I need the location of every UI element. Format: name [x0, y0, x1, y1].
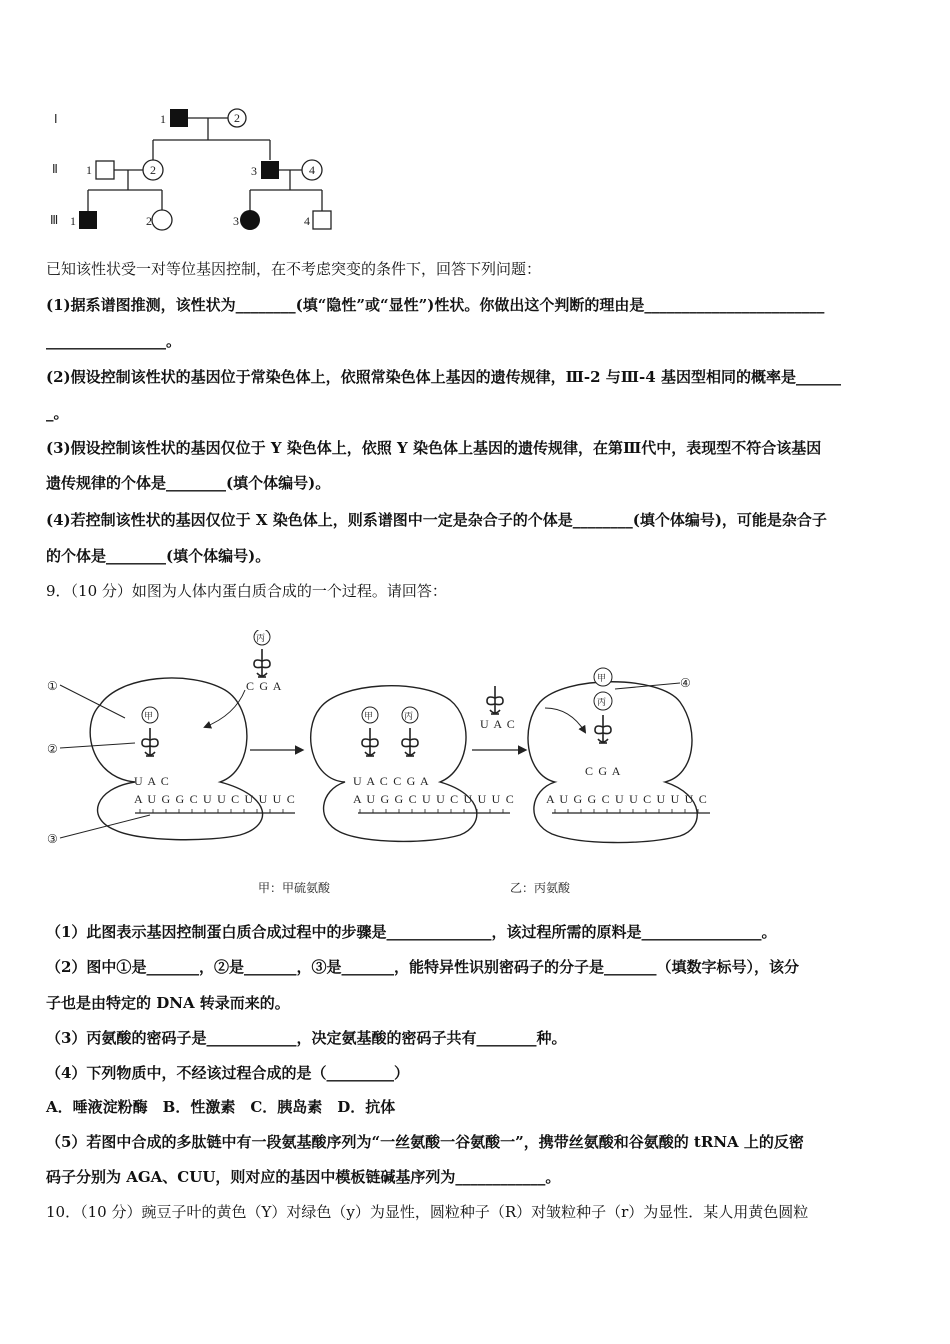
ribosome-2 [311, 686, 477, 842]
generation-label-I: Ⅰ [54, 112, 58, 126]
mrna-3: A U G G C U U C U U U C [546, 792, 708, 806]
q9-sub2-line2: 子也是由特定的 DNA 转录而来的。 [46, 994, 290, 1012]
label-III1: 1 [70, 214, 76, 228]
label-bing-3: 丙 [597, 698, 607, 708]
mrna-2: A U G G C U U C U U U C [353, 792, 515, 806]
label-jia-3: 甲 [597, 674, 607, 684]
pedigree-III4-male [313, 211, 331, 229]
generation-label-III: Ⅲ [50, 213, 59, 227]
label-III2: 2 [146, 214, 152, 228]
anticodon-cga-3: C G A [585, 764, 622, 778]
pedigree-III3-affected-female [240, 210, 260, 230]
q9-sub3: （3）丙氨酸的密码子是____________，决定氨基酸的密码子共有________种。 [46, 1029, 567, 1047]
q8-part4-line2: 的个体是________(填个体编号)。 [46, 547, 271, 565]
q8-part3-line1: (3)假设控制该性状的基因仅位于 Y 染色体上，依照 Y 染色体上基因的遗传规律，在第Ⅲ代中，表现型不符合该基因 [46, 439, 822, 457]
anticodon-uac-leaving: U A C [480, 717, 517, 731]
q9-stem: 9．（10 分）如图为人体内蛋白质合成的一个过程。请回答： [46, 582, 447, 600]
marker-2: ② [47, 742, 58, 756]
pedigree-II1-male [96, 161, 114, 179]
pedigree-II3-affected-male [261, 161, 279, 179]
q9-sub1: （1）此图表示基因控制蛋白质合成过程中的步骤是______________，该过程所需的原料是________________。 [46, 923, 777, 941]
q10-stem: 10．（10 分）豌豆子叶的黄色（Y）对绿色（y）为显性，圆粒种子（R）对皱粒种子（r）为显性．某人用黄色圆粒 [46, 1203, 809, 1221]
label-bing-2: 丙 [404, 712, 414, 722]
label-I1: 1 [160, 112, 166, 126]
label-II1: 1 [86, 163, 92, 177]
ribosome-3 [528, 682, 697, 843]
q9-sub2-line1: （2）图中①是_______，②是_______，③是_______，能特异性识别密码子的分子是_______（填数字标号），该分 [46, 958, 799, 976]
pedigree-I1-affected-male [170, 109, 188, 127]
q9-sub4: （4）下列物质中，不经该过程合成的是（_________） [46, 1064, 409, 1082]
q9-sub5-line2: 码子分别为 AGA、CUU，则对应的基因中模板链碱基序列为____________。 [46, 1168, 561, 1186]
label-I2: 2 [234, 111, 240, 125]
label-jia-1: 甲 [144, 712, 154, 722]
label-II2: 2 [150, 163, 156, 177]
pedigree-III1-affected-male [79, 211, 97, 229]
label-III3: 3 [233, 214, 239, 228]
pedigree-III2-female [152, 210, 172, 230]
q8-part1-line1: (1)据系谱图推测，该性状为________(填“隐性”或“显性”)性状。你做出这个判断的理由是________________________ [46, 296, 825, 314]
ribosome-1 [90, 678, 262, 840]
marker-4: ④ [680, 676, 691, 690]
label-II4: 4 [309, 163, 315, 177]
anticodon-cga-entering: C G A [246, 679, 283, 693]
legend-jia: 甲：甲硫氨酸 [258, 881, 331, 895]
generation-label-II: Ⅱ [52, 162, 58, 176]
anticodon-uac-1: U A C [134, 774, 171, 788]
label-jia-2: 甲 [364, 712, 374, 722]
q8-intro: 已知该性状受一对等位基因控制，在不考虑突变的条件下，回答下列问题： [46, 260, 542, 278]
q9-sub5-line1: （5）若图中合成的多肽链中有一段氨基酸序列为“一丝氨酸一谷氨酸一”，携带丝氨酸和谷氨酸的 tRNA 上的反密 [46, 1133, 804, 1151]
label-bing-top: 丙 [256, 634, 266, 644]
q8-part2-line2: _。 [46, 404, 69, 422]
translation-diagram [40, 630, 720, 910]
marker-3: ③ [47, 832, 58, 846]
q9-sub4-options: A．唾液淀粉酶 B．性激素 C．胰岛素 D．抗体 [46, 1098, 396, 1116]
mrna-1: A U G G C U U C U U U C [134, 792, 296, 806]
label-III4: 4 [304, 214, 310, 228]
q8-part2-line1: (2)假设控制该性状的基因位于常染色体上，依照常染色体上基因的遗传规律，Ⅲ-2 与Ⅲ-4 基因型相同的概率是______ [46, 368, 841, 386]
legend-yi: 乙：丙氨酸 [510, 881, 571, 895]
q8-part3-line2: 遗传规律的个体是________(填个体编号)。 [46, 474, 331, 492]
marker-1: ① [47, 679, 58, 693]
label-II3: 3 [251, 164, 257, 178]
q8-part1-line2: ________________。 [46, 332, 182, 350]
pedigree-chart [40, 100, 380, 240]
q8-part4-line1: (4)若控制该性状的基因仅位于 X 染色体上，则系谱图中一定是杂合子的个体是________(填个体编号)，可能是杂合子 [46, 511, 827, 529]
anticodon-uaccga: U A C C G A [353, 774, 430, 788]
